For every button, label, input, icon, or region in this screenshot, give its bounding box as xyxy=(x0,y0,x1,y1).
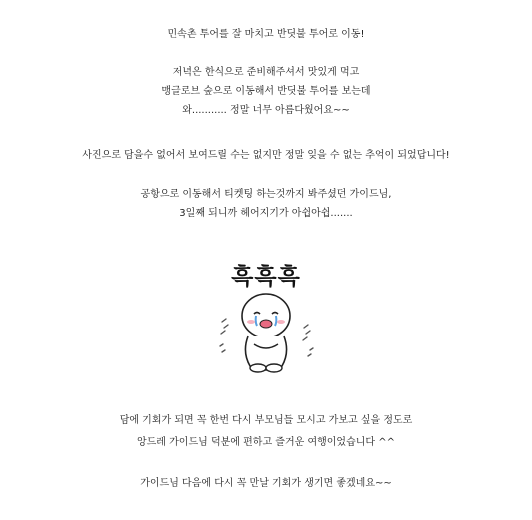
sticker-caption: 흑흑흑 xyxy=(231,264,301,290)
memory-line: 사진으로 담을수 없어서 보여드릴 수는 없지만 정말 잊을 수 없는 추억이 되었답니다! xyxy=(82,150,450,161)
guide-line-1: 공항으로 이동해서 티켓팅 하는것까지 봐주셨던 가이드님, xyxy=(140,189,392,200)
dinner-line-2: 맹글로브 숲으로 이동해서 반딧불 투어를 보는데 xyxy=(161,86,371,97)
intro-paragraph xyxy=(0,28,532,51)
crying-sticker xyxy=(206,258,326,388)
memory-paragraph xyxy=(0,149,532,172)
guide-paragraph xyxy=(0,188,532,230)
final-line: 가이드님 다음에 다시 꼭 만날 기회가 생기면 좋겠네요~~ xyxy=(140,478,392,489)
closing-paragraph xyxy=(0,414,532,459)
dinner-line-1: 저녁은 한식으로 준비해주셔서 맛있게 먹고 xyxy=(172,67,360,78)
dinner-paragraph xyxy=(0,66,532,127)
intro-line: 민속촌 투어를 잘 마치고 반딧불 투어로 이동! xyxy=(167,29,365,40)
final-paragraph xyxy=(0,477,532,500)
guide-line-2: 3일째 되니까 헤어지기가 아쉽아쉽....... xyxy=(179,208,353,219)
closing-line-2: 앙드레 가이드님 덕분에 편하고 즐거운 여행이었습니다 ^^ xyxy=(136,437,395,448)
dinner-line-3: 와........... 정말 너무 아름다웠어요~~ xyxy=(182,105,350,116)
closing-line-1: 담에 기회가 되면 꼭 한번 다시 부모님들 모시고 가보고 싶을 정도로 xyxy=(119,415,413,426)
crying-character-icon xyxy=(206,284,326,388)
